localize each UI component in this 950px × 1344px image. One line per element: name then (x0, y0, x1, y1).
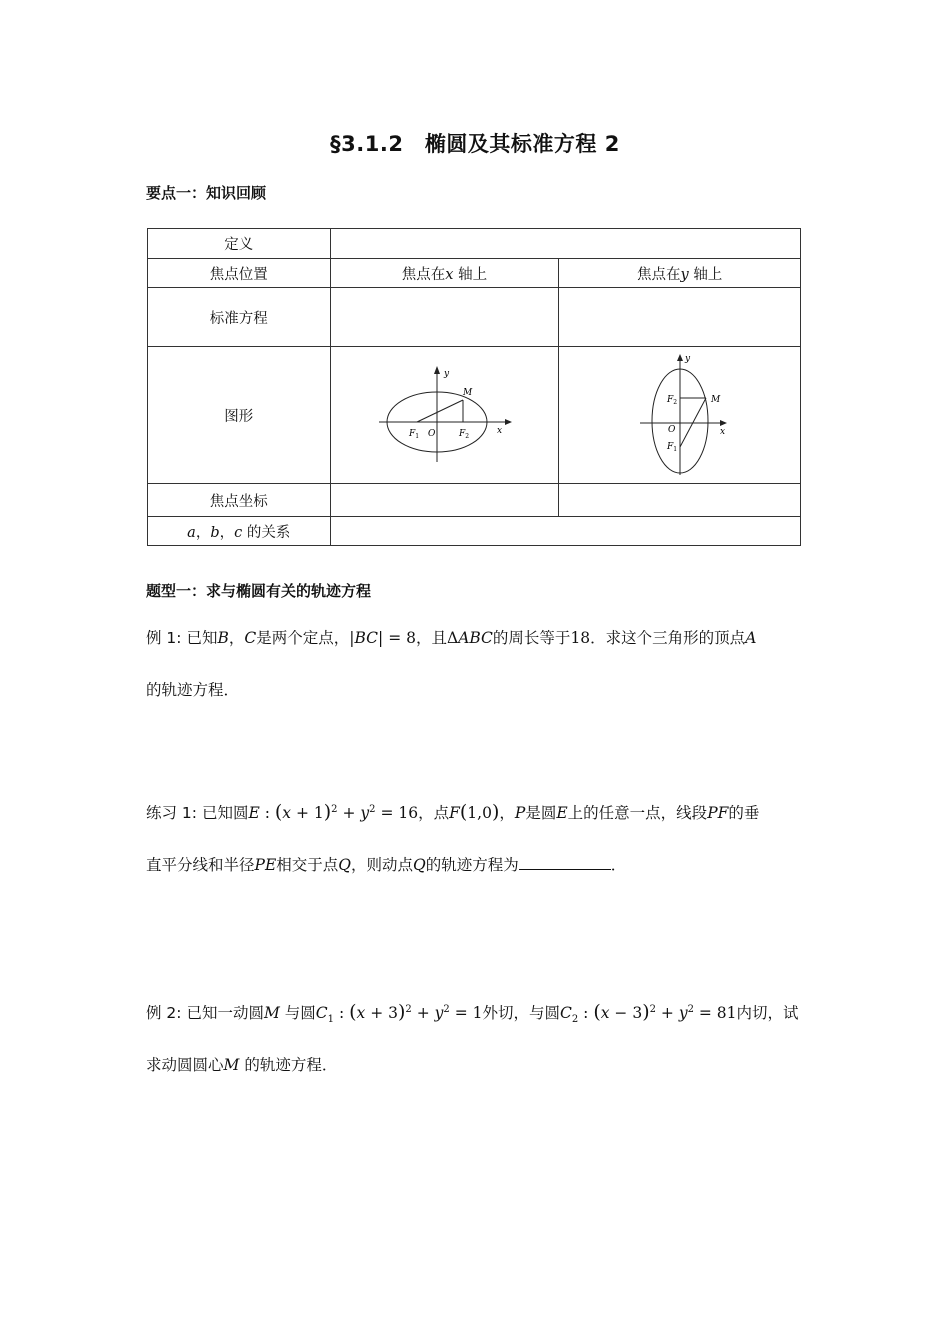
table-header-y-axis: 焦点在y 轴上 (559, 259, 801, 288)
table-cell-abc-relation (330, 517, 800, 546)
table-label-abc-relation: a，b，c 的关系 (148, 517, 331, 546)
table-row (148, 229, 801, 259)
label-y: y (684, 354, 690, 364)
example-2-line-1: 例 2: 已知一动圆M 与圆$C_1$ : $(x + 3)^2 + y^2 = 1$外切，与圆$C_2$ : $(x - 3)^2 + y^2 = 81$内切，试 (146, 1001, 799, 1026)
answer-blank[interactable] (519, 855, 611, 870)
label-m: M (463, 388, 473, 398)
table-label-figure: 图形 (148, 347, 331, 484)
label-y: y (444, 369, 450, 379)
table-label-definition: 定义 (148, 229, 331, 259)
table-label-focus-position: 焦点位置 (148, 259, 331, 288)
table-label-focus-coords: 焦点坐标 (148, 484, 331, 517)
table-cell-eq-x (330, 288, 559, 347)
table-cell-figure-y (559, 347, 801, 484)
table-label-standard-equation: 标准方程 (148, 288, 331, 347)
knowledge-table (147, 228, 801, 546)
example-2-line-2: 求动圆圆心M 的轨迹方程． (146, 1056, 338, 1074)
example-1-line-2: 的轨迹方程． (146, 681, 240, 699)
table-row (148, 288, 801, 347)
table-row (148, 517, 801, 546)
ellipse-x-axis-figure (369, 360, 519, 470)
table-row (148, 259, 801, 288)
label-m: M (710, 395, 720, 405)
section-heading-review: 要点一：知识回顾 (146, 184, 267, 202)
label-f2: $F_2$ (666, 395, 677, 406)
table-cell-definition (330, 229, 800, 259)
example-1-line-1: 例 1: 已知B，C是两个定点，|BC| = 8，且ΔABC的周长等于18．求这个三角形的顶点A (146, 629, 757, 647)
y-axis-arrow (434, 366, 440, 374)
table-cell-coords-y (559, 484, 801, 517)
table-header-x-axis: 焦点在x 轴上 (330, 259, 559, 288)
label-o: O (428, 429, 436, 439)
segment-f1-m (417, 400, 463, 422)
y-axis-arrow (677, 354, 683, 361)
section-heading-trajectory: 题型一：求与椭圆有关的轨迹方程 (146, 582, 372, 600)
label-x: x (497, 426, 503, 436)
table-row (148, 484, 801, 517)
table-row (148, 347, 801, 484)
label-f1: $F_1$ (666, 442, 677, 453)
label-o: O (667, 425, 676, 435)
label-f2: $F_2$ (459, 429, 470, 440)
practice-1-line-1: 练习 1: 已知圆E : $(x + 1)^2 + y^2 = 16$，点F(1,0)，P是圆E上的任意一点，线段PF的垂 (146, 801, 760, 823)
label-x: x (719, 427, 725, 437)
x-axis-arrow (720, 420, 727, 426)
table-cell-eq-y (559, 288, 801, 347)
page-title: §3.1.2 椭圆及其标准方程 2 (330, 132, 620, 156)
ellipse-y-axis-figure (620, 351, 740, 479)
table-cell-coords-x (330, 484, 559, 517)
practice-1-line-2: 直平分线和半径PE相交于点Q，则动点Q的轨迹方程为 ． (146, 856, 627, 874)
label-f1: $F_1$ (409, 429, 420, 440)
table-cell-figure-x (330, 347, 559, 484)
x-axis-arrow (505, 419, 512, 425)
